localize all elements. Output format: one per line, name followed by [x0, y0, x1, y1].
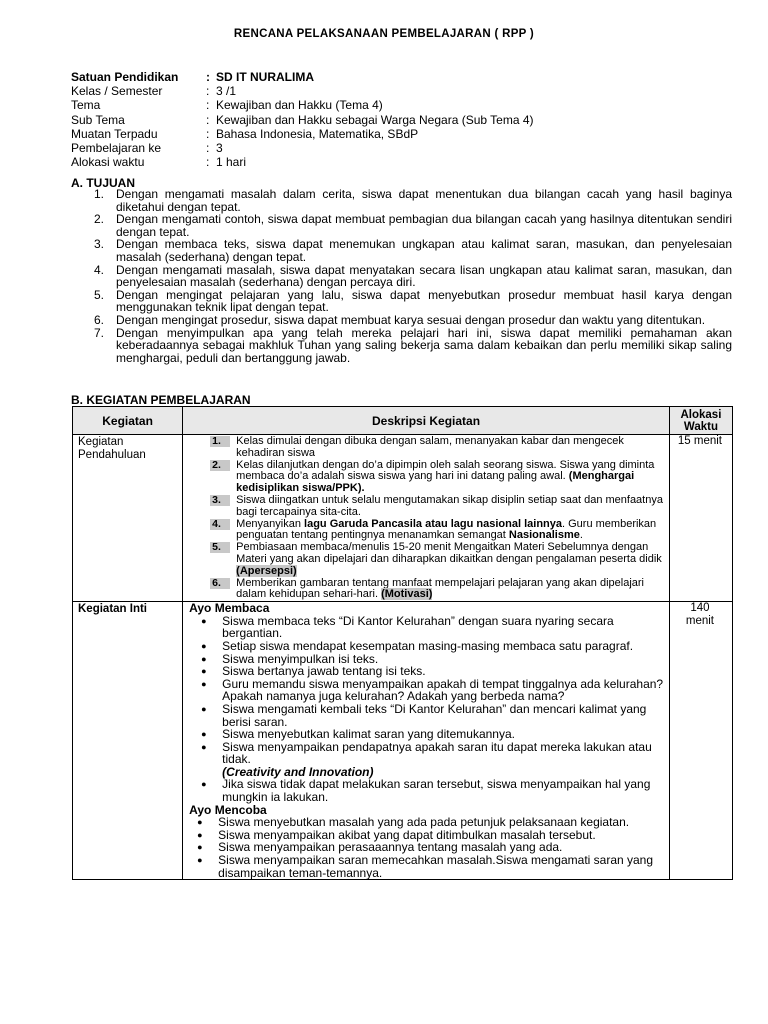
mencoba-list [189, 816, 669, 879]
item-text: Pembiasaan membaca/menulis 15-20 menit Mengaitkan Materi Sebelumnya dengan Materi yang akan dipelajari dan diharapkan dikaitkan dengan pengalaman peserta didik [236, 541, 662, 565]
objective-text: Dengan mengamati contoh, siswa dapat membuat pembagian dua bilangan cacah yang hasilnya ditentukan sendiri dengan tepat. [116, 212, 732, 239]
identity-key: Satuan Pendidikan [71, 70, 179, 84]
objective-text: Dengan mengingat pelajaran yang lalu, siswa dapat menyebutkan prosedur membuat hasil karya dengan menggunakan teknik lipat dengan tepat. [116, 287, 732, 315]
pendahuluan-item [210, 542, 669, 577]
objective-number: 3. [94, 237, 105, 252]
objective-number: 6. [94, 312, 105, 327]
item-bold-text: Nasionalisme [508, 529, 580, 542]
pendahuluan-item [210, 495, 669, 519]
list-item: ● Siswa menyampaikan saran memecahkan masalah.Siswa mengamati saran yang disampaikan teman-temannya. [197, 853, 654, 880]
objective-number: 4. [94, 262, 105, 277]
item-bold-text: lagu Garuda Pancasila atau lagu nasional lainnya [304, 517, 563, 530]
identity-colon: : [206, 70, 210, 84]
identity-colon: : [206, 141, 210, 156]
item-number: 3. [210, 495, 230, 506]
identity-colon: : [206, 126, 210, 141]
bullet-icon: ● [197, 855, 203, 866]
bullet-icon: ● [201, 779, 207, 790]
objective-text: Dengan mengingat prosedur, siswa dapat membuat karya sesuai dengan prosedur dan waktu yang ditentukan. [116, 312, 706, 327]
list-item: ● Siswa menyampaikan perasaaannya tentang masalah yang ada. [197, 840, 563, 855]
bullet-icon: ● [201, 741, 207, 752]
identity-key: Sub Tema [71, 112, 125, 127]
item-bold-text: (Menghargai kedisiplikan siswa/PPK). [236, 470, 635, 495]
pendahuluan-item [210, 578, 669, 602]
header-alokasi: Alokasi Waktu [669, 407, 732, 435]
bullet-icon: ● [201, 729, 207, 740]
objective-number: 5. [94, 287, 105, 302]
identity-key: Muatan Terpadu [71, 126, 158, 141]
identity-row [71, 127, 534, 141]
section-a-heading: A. TUJUAN [71, 176, 136, 190]
pendahuluan-item [210, 460, 669, 495]
identity-row [71, 155, 534, 169]
item-text-cont: . Guru memberikan penguatan tentang pentingnya menanamkan semangat [236, 517, 657, 542]
identity-value: Kewajiban dan Hakku (Tema 4) [216, 98, 383, 113]
identity-value: 3 /1 [216, 84, 237, 99]
item-text: Menyanyikan [236, 517, 305, 530]
list-item: ● Siswa menyebutkan masalah yang ada pada petunjuk pelaksanaan kegiatan. [197, 815, 630, 830]
identity-value: 3 [216, 141, 223, 156]
item-number: 6. [210, 578, 230, 589]
item-number: 5. [210, 542, 230, 553]
list-item: ● Setiap siswa mendapat kesempatan masing-masing membaca satu paragraf. [201, 638, 634, 653]
ayo-mencoba-heading: Ayo Mencoba [189, 802, 267, 817]
objective-item [94, 213, 732, 238]
objective-item [94, 238, 732, 263]
identity-row [71, 70, 534, 84]
objective-item [94, 327, 732, 365]
identity-key: Tema [71, 98, 101, 113]
objective-text: Dengan mengamati masalah dalam cerita, siswa dapat menentukan dua bilangan cacah yang hasil baginya diketahui dengan tepat. [116, 187, 732, 214]
item-text: Kelas dimulai dengan dibuka dengan salam, menanyakan kabar dan mengecek kehadiran siswa [236, 435, 624, 459]
objective-item [94, 289, 732, 314]
identity-row [71, 84, 534, 98]
identity-key: Alokasi waktu [71, 155, 145, 170]
identity-block [71, 70, 534, 169]
list-item: ● Siswa menyebutkan kalimat saran yang ditemukannya. [201, 727, 515, 742]
objective-item [94, 264, 732, 289]
creativity-note: (Creativity and Innovation) [222, 764, 374, 779]
identity-colon: : [206, 155, 210, 170]
list-item: ● Siswa menyimpulkan isi teks. [201, 651, 379, 666]
bullet-icon: ● [201, 615, 207, 626]
identity-colon: : [206, 84, 210, 99]
objectives-list [94, 188, 732, 364]
item-text: Siswa diingatkan untuk selalu mengutamakan sikap disiplin setiap saat dan menfaatnya bagi tercapainya sita-cita. [236, 493, 663, 518]
identity-colon: : [206, 98, 210, 113]
list-item: ● Siswa menyampaikan akibat yang dapat ditimbulkan masalah tersebut. [197, 827, 596, 842]
document-title: RENCANA PELAKSANAAN PEMBELAJARAN ( RPP ) [233, 28, 535, 40]
bullet-icon: ● [197, 817, 203, 828]
inti-content [183, 602, 669, 879]
objective-text: Dengan menyimpulkan apa yang telah mereka pelajari hari ini, siswa dapat memiliki pemahaman akan keberadaannya sebagai makhluk Tuhan yang saling bekerja sama dalam kebaikan dan perlu memiliki sikap saling menghargai, peduli dan bertanggung jawab. [116, 325, 732, 365]
list-item: ● Siswa menyampaikan pendapatnya apakah saran itu dapat mereka lakukan atau tidak. [201, 739, 652, 767]
identity-row [71, 98, 534, 112]
header-kegiatan: Kegiatan [73, 407, 183, 435]
list-item: ● Siswa membaca teks “Di Kantor Kelurahan” dengan suara nyaring secara bergantian. [201, 613, 614, 641]
pendahuluan-list [183, 435, 669, 601]
list-item: ● Jika siswa tidak dapat melakukan saran tersebut, siswa menyampaikan hal yang mungkin ia lakukan. [201, 777, 651, 805]
objective-item [94, 314, 732, 327]
identity-value: Kewajiban dan Hakku sebagai Warga Negara (Sub Tema 4) [216, 112, 534, 127]
item-number: 4. [210, 519, 230, 530]
item-text: Memberikan gambaran tentang manfaat mempelajari pelajaran yang akan dipelajari dalam kehidupan sehari-hari. [236, 576, 645, 601]
label-pendahuluan: Kegiatan Pendahuluan [78, 436, 146, 461]
objective-number: 7. [94, 325, 105, 340]
identity-value: 1 hari [216, 155, 247, 170]
table-row-pendahuluan [73, 435, 733, 602]
item-text-cont: . [579, 529, 583, 542]
identity-value: Bahasa Indonesia, Matematika, SBdP [216, 126, 419, 141]
identity-key: Pembelajaran ke [71, 141, 162, 156]
alokasi-inti: 140 menit [685, 602, 714, 627]
table-header-row [73, 407, 733, 435]
identity-key: Kelas / Semester [71, 84, 163, 99]
objective-number: 1. [94, 187, 105, 201]
activity-table [72, 406, 733, 880]
membaca-list [189, 615, 669, 766]
identity-value: SD IT NURALIMA [216, 70, 314, 84]
list-item: ● Siswa mengamati kembali teks “Di Kantor Kelurahan” dan mencari kalimat yang berisi saran. [201, 701, 647, 729]
objective-text: Dengan membaca teks, siswa dapat menemukan ungkapan atau kalimat saran, masukan, dan penyelesaian masalah (sederhana) dengan tepat. [116, 237, 732, 264]
bullet-icon: ● [197, 829, 203, 840]
objective-text: Dengan mengamati masalah, siswa dapat menyatakan secara lisan ungkapan atau kalimat saran, masukan, dan penyelesaian masalah (sederhana) dengan percaya diri. [116, 262, 732, 290]
pendahuluan-item [210, 519, 669, 543]
identity-row [71, 113, 534, 127]
identity-colon: : [206, 112, 210, 127]
table-row-inti [73, 602, 733, 880]
bullet-icon: ● [201, 666, 207, 677]
item-highlight: (Motivasi) [381, 588, 433, 601]
item-text: Kelas dilanjutkan dengan do’a dipimpin oleh salah seorang siswa. Siswa yang diminta membaca do’a adalah siswa siswa yang hari ini datang paling awal. [236, 458, 655, 483]
section-b-heading: B. KEGIATAN PEMBELAJARAN [71, 393, 251, 407]
objective-number: 2. [94, 212, 105, 227]
objective-item [94, 188, 732, 213]
bullet-icon: ● [201, 640, 207, 651]
list-item: ● Guru memandu siswa menyampaikan apakah di tempat tinggalnya ada kelurahan? Apakah namanya juga kelurahan? Adakah yang berbeda nama? [201, 676, 664, 704]
bullet-icon: ● [201, 653, 207, 664]
label-inti: Kegiatan Inti [78, 603, 148, 616]
list-item: ● Siswa bertanya jawab tentang isi teks. [201, 664, 426, 679]
item-highlight: (Apersepsi) [236, 564, 297, 577]
item-number: 2. [210, 460, 230, 471]
ayo-membaca-heading: Ayo Membaca [189, 601, 270, 616]
pendahuluan-item [210, 436, 669, 460]
header-deskripsi: Deskripsi Kegiatan [183, 407, 670, 435]
identity-row [71, 141, 534, 155]
membaca-last-list [189, 778, 669, 803]
item-number: 1. [210, 436, 230, 447]
alokasi-pendahuluan: 15 menit [677, 435, 722, 447]
bullet-icon: ● [201, 703, 207, 714]
bullet-icon: ● [201, 678, 207, 689]
bullet-icon: ● [197, 842, 203, 853]
